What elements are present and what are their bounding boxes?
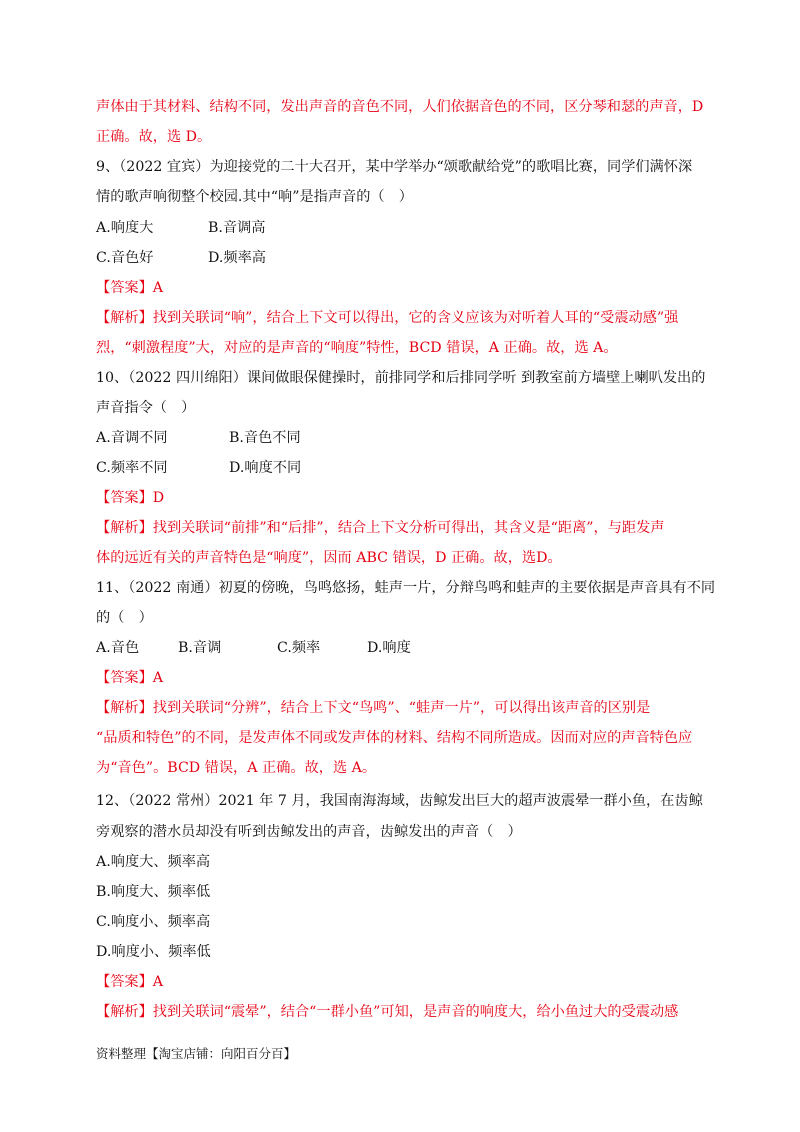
question-10-stem: 声音指令（ ） bbox=[96, 400, 196, 416]
analysis-line: 体的远近有关的声音特色是“响度”，因而 ABC 错误，D 正确。故，选D。 bbox=[96, 550, 562, 566]
q12-option-a: A.响度大、频率高 bbox=[96, 854, 211, 870]
q11-option-c: C.频率 bbox=[277, 640, 321, 656]
q10-option-c: C.频率不同 bbox=[96, 460, 168, 476]
analysis-line: “品质和特色”的不同，是发声体不同或发声体的材料、结构不同所造成。因而对应的声音特色应 bbox=[96, 730, 693, 746]
answer-label: 【答案】D bbox=[96, 490, 165, 506]
q12-option-d: D.响度小、频率低 bbox=[96, 944, 211, 960]
q10-option-b: B.音色不同 bbox=[229, 430, 301, 446]
q11-option-a: A.音色 bbox=[96, 640, 140, 656]
question-9-stem: 情的歌声响彻整个校园.其中“响”是指声音的（ ） bbox=[96, 189, 413, 205]
q10-option-d: D.响度不同 bbox=[229, 460, 302, 476]
q9-option-c: C.音色好 bbox=[96, 250, 154, 266]
answer-label: 【答案】A bbox=[96, 670, 163, 686]
q9-option-d: D.频率高 bbox=[208, 250, 266, 266]
analysis-line: 为“音色”。BCD 错误，A 正确。故，选 A。 bbox=[96, 760, 377, 776]
analysis-line: 【解析】找到关联词“震晕”，结合“一群小鱼”可知，是声音的响度大，给小鱼过大的受震动感 bbox=[96, 1004, 679, 1020]
analysis-line: 【解析】找到关联词“响”，结合上下文可以得出，它的含义应该为对听着人耳的“受震动感”强 bbox=[96, 310, 679, 326]
analysis-line: 声体由于其材料、结构不同，发出声音的音色不同，人们依据音色的不同，区分琴和瑟的声音，D bbox=[96, 99, 704, 115]
question-11-stem: 11、（2022 南通）初夏的傍晚，鸟鸣悠扬，蛙声一片，分辩鸟鸣和蛙声的主要依据是声音具有不同 bbox=[96, 580, 716, 596]
q12-option-b: B.响度大、频率低 bbox=[96, 884, 211, 900]
question-12-stem: 旁观察的潜水员却没有听到齿鲸发出的声音，齿鲸发出的声音（ ） bbox=[96, 824, 522, 840]
page-footer: 资料整理【淘宝店铺：向阳百分百】 bbox=[96, 1046, 297, 1061]
q11-option-b: B.音调 bbox=[178, 640, 222, 656]
q10-option-a: A.音调不同 bbox=[96, 430, 168, 446]
q9-option-b: B.音调高 bbox=[208, 220, 266, 236]
q11-option-d: D.响度 bbox=[367, 640, 411, 656]
answer-label: 【答案】A bbox=[96, 974, 163, 990]
analysis-line: 正确。故，选 D。 bbox=[96, 129, 212, 145]
analysis-line: 【解析】找到关联词“前排”和“后排”，结合上下文分析可得出，其含义是“距离”，与距发声 bbox=[96, 520, 665, 536]
analysis-line: 烈，“刺激程度”大，对应的是声音的“响度”特性，BCD 错误，A 正确。故，选 A。 bbox=[96, 340, 618, 356]
question-12-stem: 12、（2022 常州）2021 年 7 月，我国南海海域，齿鲸发出巨大的超声波震晕一群小鱼，在齿鲸 bbox=[96, 793, 703, 809]
question-9-stem: 9、（2022 宜宾）为迎接党的二十大召开，某中学举办“颂歌献给党”的歌唱比赛，同学们满怀深 bbox=[96, 159, 693, 175]
q12-option-c: C.响度小、频率高 bbox=[96, 914, 211, 930]
q9-option-a: A.响度大 bbox=[96, 220, 154, 236]
question-10-stem: 10、（2022 四川绵阳）课间做眼保健操时，前排同学和后排同学听 到教室前方墙壁上喇叭发出的 bbox=[96, 370, 706, 386]
question-11-stem: 的（ ） bbox=[96, 610, 153, 626]
answer-label: 【答案】A bbox=[96, 280, 163, 296]
analysis-line: 【解析】找到关联词“分辨”，结合上下文“鸟鸣”、“蛙声一片”，可以得出该声音的区别是 bbox=[96, 700, 651, 716]
